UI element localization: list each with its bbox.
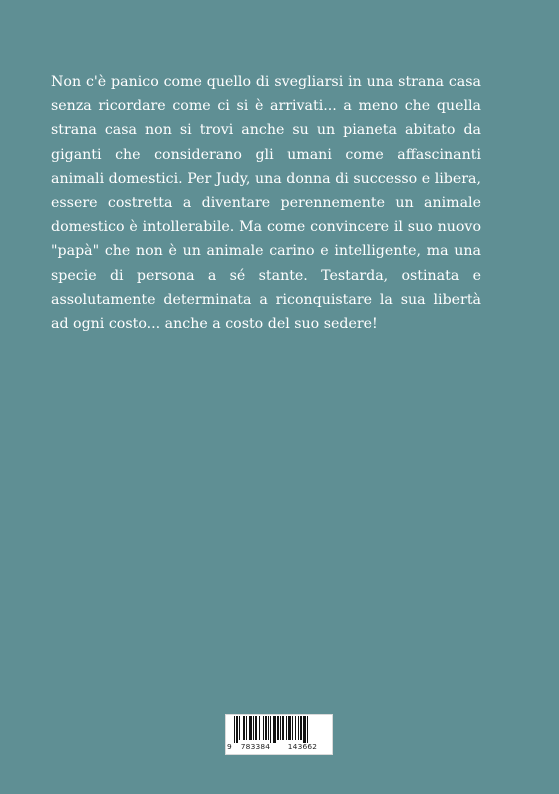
barcode-bar: [253, 716, 254, 740]
barcode-bar: [255, 716, 257, 740]
barcode-bar: [277, 716, 279, 740]
back-cover-blurb: Non c'è panico come quello di svegliarsi in una strana casa senza ricordare come ci si è arrivati... a meno che quella strana casa non si trovi anche su un pianeta abitato da giganti che considerano gli umani come affascinanti animali domestici. Per Judy, una donna di successo e libera, essere costretta a diventare perennemente un animale domestico è intollerabile. Ma come convincere il suo nuovo "papà" che non è un animale carino e intelligente, ma una specie di persona a sé stante. Testarda, ostinata e assolutamente determinata a riconquistare la sua libertà ad ogni costo... anche a costo del suo sedere!: [51, 74, 481, 333]
barcode-bar: [249, 716, 252, 740]
barcode-bar: [298, 716, 299, 740]
isbn-barcode: [225, 714, 333, 755]
barcode-bar: [243, 716, 245, 740]
barcode-bar: [265, 716, 267, 740]
barcode-bar: [239, 716, 240, 740]
barcode-bar: [270, 716, 271, 743]
barcode-bar: [292, 716, 293, 740]
barcode-bar: [300, 716, 302, 740]
barcode-bar: [288, 716, 291, 740]
barcode-bar: [234, 716, 235, 743]
barcode-bar: [246, 716, 247, 740]
barcode-right-digits: 143662: [287, 742, 318, 751]
barcode-left-digits: 783384: [240, 742, 271, 751]
barcode-bar: [280, 716, 281, 740]
barcode-bar: [273, 716, 276, 743]
barcode-bar: [286, 716, 287, 740]
barcode-bar: [282, 716, 284, 740]
barcode-bar: [263, 716, 264, 740]
barcode-bars: [228, 716, 332, 743]
barcode-bar: [295, 716, 296, 740]
barcode-bar: [259, 716, 260, 740]
barcode-bar: [307, 716, 308, 743]
barcode-lead-digit: 9: [227, 742, 232, 751]
barcode-bar: [268, 716, 269, 740]
barcode-bar: [303, 716, 306, 743]
barcode-bar: [236, 716, 238, 743]
